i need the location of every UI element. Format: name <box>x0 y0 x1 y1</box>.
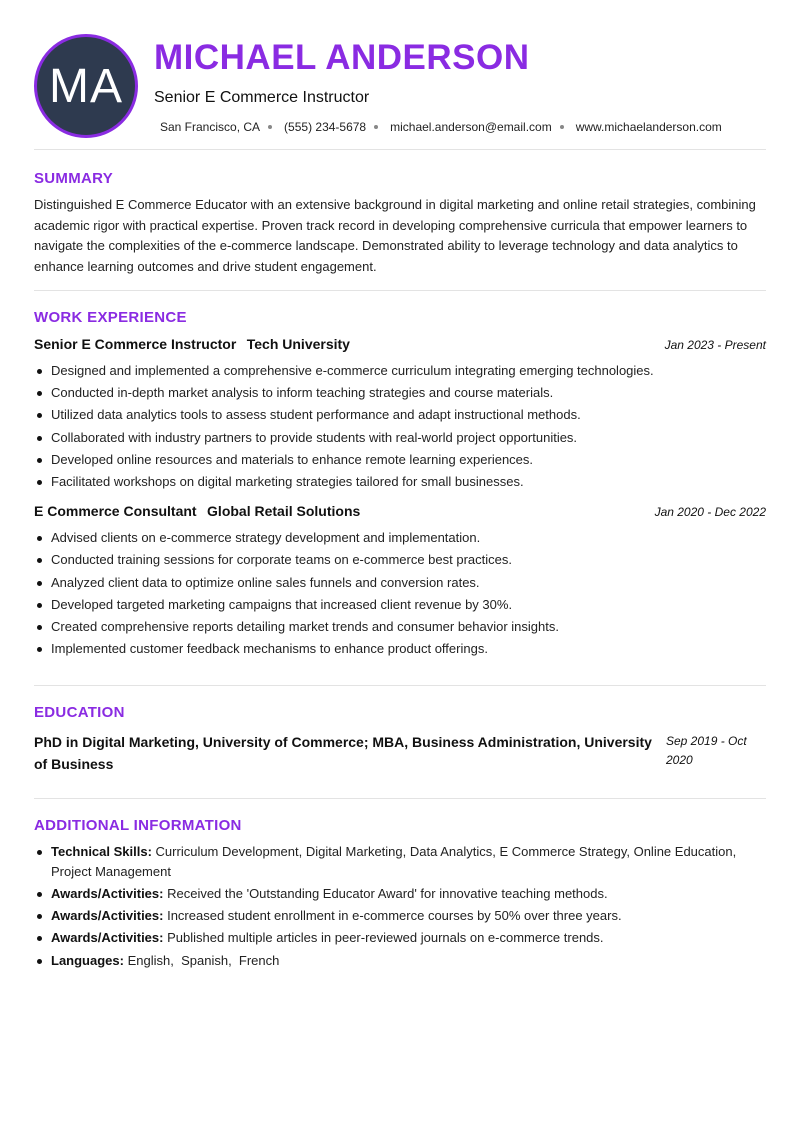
separator-dot <box>560 125 564 129</box>
candidate-name: MICHAEL ANDERSON <box>154 38 530 77</box>
item-label: Awards/Activities: <box>51 907 164 923</box>
separator-dot <box>268 125 272 129</box>
list-item <box>34 928 766 948</box>
section-heading: ADDITIONAL INFORMATION <box>34 817 242 834</box>
list-item <box>34 842 766 881</box>
item-text: Received the 'Outstanding Educator Award' for innovative teaching methods. <box>167 885 608 901</box>
candidate-title: Senior E Commerce Instructor <box>154 89 370 106</box>
job-bullets <box>34 527 766 660</box>
additional-list <box>34 842 766 971</box>
job-role: Senior E Commerce Instructor <box>34 336 237 352</box>
education-section <box>34 686 766 799</box>
avatar-initials: MA <box>49 59 123 113</box>
list-item: Implemented customer feedback mechanisms to enhance product offerings. <box>34 638 766 660</box>
job-dates: Jan 2020 - Dec 2022 <box>654 505 766 520</box>
section-heading: EDUCATION <box>34 704 125 721</box>
list-item: Designed and implemented a comprehensive e-commerce curriculum integrating emerging technologies. <box>34 360 766 382</box>
resume-header <box>34 0 766 150</box>
job-bullets <box>34 360 766 493</box>
avatar <box>34 34 138 138</box>
additional-info-section <box>34 799 766 971</box>
contact-location: San Francisco, CA <box>160 120 261 134</box>
work-experience-section <box>34 291 766 686</box>
list-item <box>34 906 766 926</box>
education-dates: Sep 2019 - Oct 2020 <box>666 734 747 767</box>
education-degree: PhD in Digital Marketing, University of Commerce; MBA, Business Administration, University of Business <box>34 734 652 772</box>
job-role: E Commerce Consultant <box>34 503 197 520</box>
language: English <box>127 953 171 968</box>
language: Spanish <box>181 953 229 968</box>
job-dates: Jan 2023 - Present <box>664 338 766 352</box>
contact-website: www.michaelanderson.com <box>575 120 722 134</box>
job-company: Tech University <box>246 336 350 352</box>
item-label: Technical Skills: <box>51 844 152 859</box>
list-item: Conducted training sessions for corporate teams on e-commerce best practices. <box>34 549 766 571</box>
section-heading: WORK EXPERIENCE <box>34 309 187 326</box>
item-text: Curriculum Development, Digital Marketing, Data Analytics, E Commerce Strategy, Online Education, Project Management <box>51 844 737 879</box>
summary-text: Distinguished E Commerce Educator with an extensive background in digital marketing and online retail strategies, combining academic rigor with practical expertise. Proven track record in developing comprehensive curricula that empower learners to navigate the complexities of the e-commerce landscape. Demonstrated ability to leverage technology and data analytics to enhance learning outcomes and drive student engagement. <box>34 197 756 274</box>
item-label: Awards/Activities: <box>51 929 164 945</box>
separator-dot <box>374 125 378 129</box>
item-text: Published multiple articles in peer-reviewed journals on e-commerce trends. <box>167 929 604 945</box>
job-header <box>34 336 766 354</box>
job-company: Global Retail Solutions <box>207 503 361 520</box>
section-heading: SUMMARY <box>34 170 114 187</box>
item-label: Languages: <box>51 953 124 968</box>
job-entry <box>34 336 766 493</box>
summary-section <box>34 150 766 291</box>
list-item: Analyzed client data to optimize online sales funnels and conversion rates. <box>34 572 766 594</box>
item-label: Awards/Activities: <box>51 885 164 901</box>
languages-item: Languages: English, Spanish, French <box>34 951 766 971</box>
list-item <box>34 884 766 904</box>
list-item: Developed online resources and materials to enhance remote learning experiences. <box>34 449 766 471</box>
education-entry <box>34 731 766 775</box>
list-item: Created comprehensive reports detailing market trends and consumer behavior insights. <box>34 616 766 638</box>
language: French <box>238 953 280 968</box>
list-item: Developed targeted marketing campaigns that increased client revenue by 30%. <box>34 594 766 616</box>
list-item: Utilized data analytics tools to assess student performance and adapt instructional methods. <box>34 404 766 426</box>
contact-info <box>160 120 722 134</box>
list-item: Collaborated with industry partners to provide students with real-world project opportunities. <box>34 427 766 449</box>
list-item: Facilitated workshops on digital marketing strategies tailored for small businesses. <box>34 471 766 493</box>
list-item: Advised clients on e-commerce strategy development and implementation. <box>34 527 766 549</box>
contact-phone: (555) 234-5678 <box>284 120 367 134</box>
contact-email: michael.anderson@email.com <box>390 120 552 134</box>
list-item: Conducted in-depth market analysis to inform teaching strategies and course materials. <box>34 382 766 404</box>
job-entry <box>34 503 766 660</box>
item-text: Increased student enrollment in e-commerce courses by 50% over three years. <box>167 907 622 923</box>
job-header <box>34 503 766 521</box>
